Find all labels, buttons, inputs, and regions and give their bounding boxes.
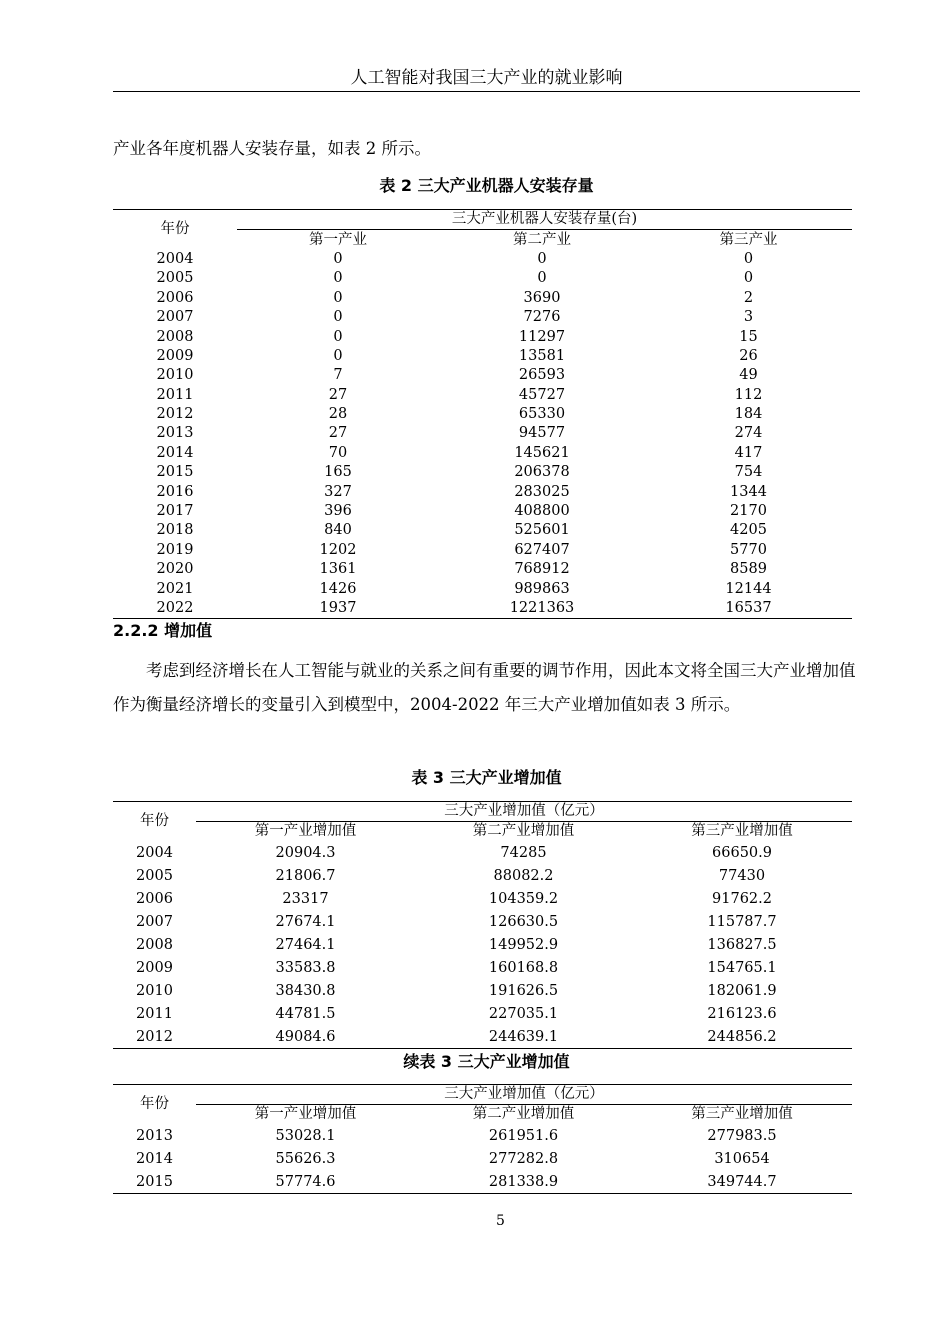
table-cell-value: 26593 — [518, 367, 566, 384]
table-cell-value: 16537 — [725, 600, 772, 616]
table-cell-year: 2006 — [156, 289, 194, 306]
table-cell-year: 2009 — [156, 347, 194, 364]
table-cell-value: 4205 — [730, 522, 767, 539]
table-row — [113, 887, 852, 910]
table-cell-value: 408800 — [514, 503, 570, 520]
table-cell-year: 2016 — [156, 483, 194, 500]
table-cell-value: 261951.6 — [488, 1127, 559, 1144]
table-cell-year: 2013 — [156, 425, 194, 442]
table-cell-value: 627407 — [514, 541, 570, 558]
table-cell-value: 49 — [739, 367, 758, 384]
table-cell-year: 2011 — [156, 386, 194, 403]
table-cell-value: 754 — [734, 464, 763, 481]
table-cell-value: 0 — [333, 328, 343, 345]
table-cell-value: 27 — [328, 386, 348, 403]
table-cell-value: 2170 — [730, 503, 767, 520]
table-row — [113, 366, 852, 385]
table-row — [113, 250, 852, 269]
table-row — [113, 463, 852, 482]
table-cell-value: 0 — [743, 270, 754, 287]
table-cell-value: 5770 — [730, 541, 767, 558]
table-cell-value: 70 — [328, 444, 348, 461]
table-cell-value: 21806.7 — [275, 867, 336, 884]
table-cell-value: 277983.5 — [707, 1127, 777, 1144]
table-row — [113, 269, 852, 288]
table3-col-header: 第二产业增加值 — [472, 823, 575, 839]
table3-group-header: 三大产业增加值（亿元） — [196, 802, 852, 822]
table-cell-year: 2017 — [156, 503, 194, 520]
table2 — [113, 209, 852, 619]
table-cell-value: 165 — [324, 464, 352, 481]
table-cell-value: 0 — [537, 270, 547, 287]
table-row — [113, 424, 852, 443]
table-row — [113, 405, 852, 424]
table2-col-header: 第三产业 — [719, 231, 778, 248]
table-cell-year: 2009 — [136, 959, 173, 976]
table-cell-value: 115787.7 — [707, 913, 777, 930]
table-row — [113, 579, 852, 598]
table-cell-value: 112 — [734, 386, 763, 403]
table-cell-year: 2020 — [156, 561, 194, 578]
table-cell-value: 20904.3 — [275, 844, 336, 861]
table-row — [113, 386, 852, 405]
table2-year-header: 年份 — [160, 221, 190, 238]
table-cell-value: 45727 — [518, 386, 566, 403]
table-cell-value: 33583.8 — [275, 959, 336, 976]
table-cell-value: 349744.7 — [707, 1173, 777, 1190]
table-cell-year: 2007 — [156, 309, 194, 326]
table-row — [113, 956, 852, 979]
table-cell-value: 283025 — [514, 483, 570, 500]
table-cell-value: 0 — [743, 250, 754, 267]
table-cell-value: 768912 — [514, 561, 570, 578]
table-cell-year: 2004 — [156, 250, 194, 267]
table3-cont-col-header: 第二产业增加值 — [472, 1106, 575, 1122]
header-rule — [113, 91, 860, 92]
table-row — [113, 1170, 852, 1194]
table-cell-value: 49084.6 — [275, 1028, 336, 1045]
table-cell-value: 396 — [324, 503, 352, 520]
table-cell-value: 8589 — [730, 561, 767, 578]
table-cell-value: 7 — [333, 367, 343, 384]
table-cell-value: 65330 — [518, 406, 566, 423]
table-cell-value: 1361 — [319, 561, 357, 578]
table-cell-value: 417 — [734, 444, 763, 461]
table-cell-year: 2019 — [156, 541, 194, 558]
table-cell-value: 160168.8 — [488, 959, 559, 976]
table-cell-value: 149952.9 — [488, 936, 559, 953]
table2-caption: 表 2 三大产业机器人安装存量 — [379, 176, 594, 195]
table-row — [113, 864, 852, 887]
table-row — [113, 1025, 852, 1049]
table-cell-value: 840 — [324, 522, 352, 539]
table-cell-year: 2014 — [156, 444, 194, 461]
table-cell-value: 277282.8 — [488, 1150, 559, 1167]
table-cell-value: 44781.5 — [275, 1005, 336, 1022]
table-row — [113, 482, 852, 501]
table-cell-value: 184 — [734, 406, 763, 423]
table-row — [113, 1124, 852, 1147]
section-heading: 2.2.2 增加值 — [113, 621, 213, 640]
table-cell-value: 525601 — [514, 522, 570, 539]
table-cell-year: 2021 — [156, 580, 194, 597]
table-row — [113, 599, 852, 619]
table-cell-year: 2012 — [136, 1028, 173, 1045]
table-cell-value: 23317 — [282, 890, 329, 907]
table-cell-year: 2011 — [136, 1005, 173, 1022]
table-row — [113, 541, 852, 560]
intro-paragraph: 产业各年度机器人安装存量，如表 2 所示。 — [113, 139, 431, 158]
table-cell-value: 74285 — [500, 844, 547, 861]
table-cell-value: 1344 — [730, 483, 767, 500]
table-cell-value: 2 — [743, 289, 754, 306]
table-cell-year: 2012 — [156, 406, 194, 423]
table-cell-value: 53028.1 — [275, 1127, 336, 1144]
table2-body — [113, 250, 852, 619]
table-cell-year: 2008 — [136, 936, 173, 953]
table-cell-year: 2008 — [156, 328, 194, 345]
table-cell-value: 182061.9 — [707, 982, 777, 999]
table-cell-value: 26 — [739, 347, 758, 364]
table-row — [113, 308, 852, 327]
section-paragraph: 考虑到经济增长在人工智能与就业的关系之间有重要的调节作用，因此本文将全国三大产业增加值作为衡量经济增长的变量引入到模型中，2004-2022 年三大产业增加值如表 3 所示。 — [113, 661, 856, 714]
table3-cont-caption: 续表 3 三大产业增加值 — [403, 1052, 570, 1071]
table-cell-value: 0 — [333, 289, 343, 306]
table3-cont-group-header: 三大产业增加值（亿元） — [196, 1085, 852, 1105]
table-cell-year: 2013 — [136, 1127, 173, 1144]
table3 — [113, 801, 852, 1049]
table-cell-year: 2015 — [136, 1173, 173, 1190]
table-cell-value: 1221363 — [509, 600, 575, 616]
table-cell-value: 3690 — [523, 289, 561, 306]
table-cell-value: 38430.8 — [275, 982, 336, 999]
table-row — [113, 347, 852, 366]
table-cell-value: 274 — [734, 425, 763, 442]
table-cell-year: 2005 — [156, 270, 194, 287]
table-row — [113, 1147, 852, 1170]
table-cell-value: 0 — [333, 250, 343, 267]
table-cell-value: 15 — [739, 328, 758, 345]
table-row — [113, 933, 852, 956]
table-cell-value: 0 — [333, 309, 343, 326]
table-cell-value: 281338.9 — [488, 1173, 559, 1190]
table3-col-header: 第三产业增加值 — [691, 823, 793, 839]
table3-caption: 表 3 三大产业增加值 — [411, 768, 562, 787]
table3-col-header: 第一产业增加值 — [254, 823, 357, 839]
table-cell-value: 7276 — [523, 309, 561, 326]
table-cell-year: 2005 — [136, 867, 173, 884]
table-cell-year: 2018 — [156, 522, 194, 539]
page-number: 5 — [496, 1213, 505, 1229]
table-cell-value: 104359.2 — [488, 890, 559, 907]
table-cell-value: 244856.2 — [707, 1028, 777, 1045]
table3-year-header: 年份 — [140, 813, 169, 829]
table-cell-value: 154765.1 — [707, 959, 777, 976]
table-cell-year: 2022 — [156, 600, 194, 616]
table-cell-value: 28 — [328, 406, 348, 423]
table-cell-value: 145621 — [514, 444, 570, 461]
table-cell-value: 126630.5 — [488, 913, 559, 930]
table-cell-value: 989863 — [514, 580, 570, 597]
table-cell-value: 12144 — [725, 580, 772, 597]
table-cell-value: 136827.5 — [707, 936, 777, 953]
table-cell-value: 0 — [333, 347, 343, 364]
table-cell-value: 3 — [743, 309, 754, 326]
table-cell-value: 0 — [537, 250, 547, 267]
table-cell-value: 1937 — [319, 600, 357, 616]
table3-cont-year-header: 年份 — [140, 1096, 169, 1112]
table2-group-header: 三大产业机器人安装存量(台) — [237, 210, 852, 230]
table-cell-value: 66650.9 — [712, 844, 772, 861]
table-cell-year: 2006 — [136, 890, 173, 907]
table3-cont — [113, 1084, 852, 1194]
table-cell-year: 2004 — [136, 844, 173, 861]
table-cell-year: 2010 — [156, 367, 194, 384]
table2-col-header: 第一产业 — [309, 231, 367, 248]
table-row — [113, 841, 852, 864]
table-cell-value: 244639.1 — [488, 1028, 559, 1045]
table-cell-value: 11297 — [518, 328, 566, 345]
table3-cont-col-header: 第三产业增加值 — [691, 1106, 793, 1122]
table-row — [113, 910, 852, 933]
table-row — [113, 979, 852, 1002]
table3-body — [113, 841, 852, 1049]
table-cell-value: 27 — [328, 425, 348, 442]
table-row — [113, 502, 852, 521]
table-row — [113, 289, 852, 308]
table-row — [113, 327, 852, 346]
table-cell-value: 55626.3 — [275, 1150, 336, 1167]
table-cell-value: 1202 — [319, 541, 357, 558]
table-cell-value: 327 — [324, 483, 352, 500]
table-cell-value: 88082.2 — [493, 867, 554, 884]
table-cell-value: 310654 — [714, 1150, 770, 1167]
table-cell-value: 27464.1 — [275, 936, 336, 953]
table-cell-value: 191626.5 — [488, 982, 559, 999]
table-cell-value: 77430 — [718, 867, 766, 884]
table-row — [113, 444, 852, 463]
table-cell-year: 2015 — [156, 464, 194, 481]
table-cell-value: 216123.6 — [707, 1005, 777, 1022]
table-row — [113, 1002, 852, 1025]
table-cell-value: 94577 — [518, 425, 566, 442]
table-row — [113, 521, 852, 540]
running-header: 人工智能对我国三大产业的就业影响 — [350, 68, 623, 88]
table-cell-year: 2007 — [136, 913, 173, 930]
table-cell-value: 206378 — [514, 464, 570, 481]
table-cell-value: 27674.1 — [275, 913, 336, 930]
table-cell-value: 13581 — [518, 347, 566, 364]
table-cell-year: 2010 — [136, 982, 173, 999]
table-row — [113, 560, 852, 579]
table3-cont-col-header: 第一产业增加值 — [254, 1106, 357, 1122]
table-cell-value: 227035.1 — [488, 1005, 559, 1022]
table-cell-value: 57774.6 — [275, 1173, 336, 1190]
table3-cont-body — [113, 1124, 852, 1194]
table-cell-value: 91762.2 — [712, 890, 772, 907]
table-cell-year: 2014 — [136, 1150, 173, 1167]
table-cell-value: 0 — [333, 270, 343, 287]
table-cell-value: 1426 — [319, 580, 357, 597]
table2-col-header: 第二产业 — [513, 231, 571, 248]
